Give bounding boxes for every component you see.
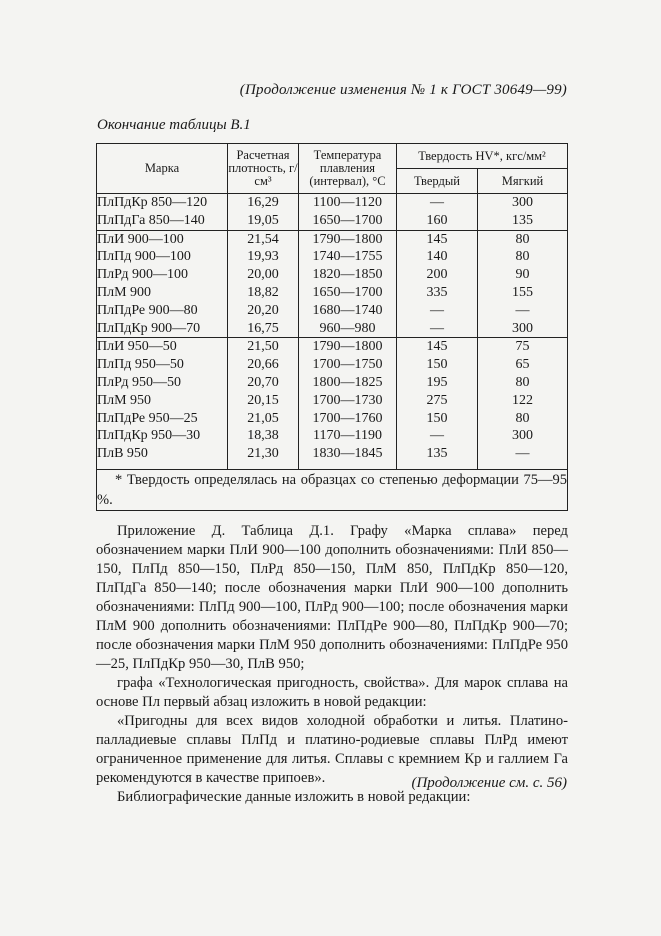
hard-cell: 335: [397, 284, 478, 302]
table-row: [97, 248, 568, 266]
temp-cell: 960—980: [299, 320, 397, 338]
density-cell: 20,15: [228, 392, 299, 410]
brand-cell: ПлМ 950: [97, 392, 228, 410]
density-cell: 19,05: [228, 212, 299, 230]
col-brand-header: Марка: [97, 144, 228, 194]
brand-cell: ПлПдКр 900—70: [97, 320, 228, 338]
brand-cell: ПлИ 950—50: [97, 338, 228, 356]
table-row: [97, 266, 568, 284]
hard-cell: 145: [397, 230, 478, 248]
soft-cell: —: [478, 302, 568, 320]
density-cell: 18,82: [228, 284, 299, 302]
col-soft-header: Мягкий: [478, 169, 568, 194]
temp-cell: 1740—1755: [299, 248, 397, 266]
density-cell: 20,66: [228, 356, 299, 374]
hard-cell: 160: [397, 212, 478, 230]
table-footnote: [97, 469, 568, 510]
brand-cell: ПлПдКр 850—120: [97, 194, 228, 212]
brand-cell: ПлРд 900—100: [97, 266, 228, 284]
paragraph: графа «Технологическая пригодность, свойства». Для марок сплава на основе Пл первый абзац изложить в новой редакции:: [96, 675, 568, 710]
soft-cell: 155: [478, 284, 568, 302]
density-cell: 16,75: [228, 320, 299, 338]
temp-cell: 1650—1700: [299, 284, 397, 302]
temp-cell: 1820—1850: [299, 266, 397, 284]
hard-cell: —: [397, 320, 478, 338]
soft-cell: 65: [478, 356, 568, 374]
temp-cell: 1650—1700: [299, 212, 397, 230]
density-cell: 16,29: [228, 194, 299, 212]
brand-cell: ПлПдГа 850—140: [97, 212, 228, 230]
temp-cell: 1700—1760: [299, 410, 397, 428]
table-caption: Окончание таблицы В.1: [97, 117, 251, 133]
hard-cell: 145: [397, 338, 478, 356]
col-hardness-header: Твердость HV*, кгс/мм²: [397, 144, 568, 169]
hard-cell: 195: [397, 374, 478, 392]
table-row: [97, 410, 568, 428]
col-density-header: Расчетная плотность, г/см³: [228, 144, 299, 194]
brand-cell: ПлПд 950—50: [97, 356, 228, 374]
brand-cell: ПлПдРе 900—80: [97, 302, 228, 320]
soft-cell: —: [478, 445, 568, 463]
density-cell: 18,38: [228, 427, 299, 445]
paragraph: Приложение Д. Таблица Д.1. Графу «Марка сплава» перед обозначением марки ПлИ 900—100 дополнить обозначениями: ПлИ 850—150, ПлПд 850—150, ПлРд 850—150, ПлМ 850, ПлПдКр 850—120, ПлПдГа 850—140; после обозначения марки ПлИ 900—100 дополнить обозначениями: ПлПд 900—100, ПлРд 900—100; после обозначения марки ПлМ 900 дополнить обозначениями: ПлПдРе 900—80, ПлПдКр 900—70; после обозначения марки ПлМ 950 дополнить обозначениями: ПлПдРе 950—25, ПлПдКр 950—30, ПлВ 950;: [96, 523, 568, 672]
table-row: [97, 356, 568, 374]
soft-cell: 300: [478, 320, 568, 338]
table-row: [97, 374, 568, 392]
brand-cell: ПлПд 900—100: [97, 248, 228, 266]
hard-cell: 135: [397, 445, 478, 463]
temp-cell: 1680—1740: [299, 302, 397, 320]
brand-cell: ПлПдРе 950—25: [97, 410, 228, 428]
hard-cell: —: [397, 302, 478, 320]
table-row: [97, 445, 568, 463]
hard-cell: 150: [397, 356, 478, 374]
paragraph: Библиографические данные изложить в новой редакции:: [117, 789, 471, 805]
col-temp-header: Температура плавления (интервал), °С: [299, 144, 397, 194]
hard-cell: —: [397, 194, 478, 212]
density-cell: 21,30: [228, 445, 299, 463]
hard-cell: —: [397, 427, 478, 445]
alloy-table: [96, 143, 568, 511]
density-cell: 20,20: [228, 302, 299, 320]
soft-cell: 80: [478, 230, 568, 248]
temp-cell: 1170—1190: [299, 427, 397, 445]
brand-cell: ПлИ 900—100: [97, 230, 228, 248]
density-cell: 20,70: [228, 374, 299, 392]
hard-cell: 140: [397, 248, 478, 266]
table-row: [97, 338, 568, 356]
table-row: [97, 230, 568, 248]
table-row: [97, 427, 568, 445]
temp-cell: 1830—1845: [299, 445, 397, 463]
brand-cell: ПлПдКр 950—30: [97, 427, 228, 445]
density-cell: 21,05: [228, 410, 299, 428]
brand-cell: ПлРд 950—50: [97, 374, 228, 392]
brand-cell: ПлВ 950: [97, 445, 228, 463]
hard-cell: 150: [397, 410, 478, 428]
soft-cell: 80: [478, 374, 568, 392]
soft-cell: 80: [478, 410, 568, 428]
hard-cell: 275: [397, 392, 478, 410]
soft-cell: 75: [478, 338, 568, 356]
temp-cell: 1700—1750: [299, 356, 397, 374]
table-row: [97, 212, 568, 230]
density-cell: 19,93: [228, 248, 299, 266]
soft-cell: 300: [478, 427, 568, 445]
table-container: [96, 143, 567, 511]
brand-cell: ПлМ 900: [97, 284, 228, 302]
soft-cell: 90: [478, 266, 568, 284]
page-header: (Продолжение изменения № 1 к ГОСТ 30649—99): [239, 82, 567, 98]
footnote-text: * Твердость определялась на образцах со степенью деформации 75—95 %.: [97, 471, 568, 508]
table-row: [97, 392, 568, 410]
table-row: [97, 194, 568, 212]
table-row: [97, 302, 568, 320]
density-cell: 21,50: [228, 338, 299, 356]
soft-cell: 300: [478, 194, 568, 212]
table-body: [97, 194, 568, 470]
table-row: [97, 320, 568, 338]
table-row: [97, 284, 568, 302]
temp-cell: 1790—1800: [299, 230, 397, 248]
body-text: [96, 522, 568, 807]
soft-cell: 135: [478, 212, 568, 230]
paragraph: «Пригодны для всех видов холодной обработки и литья. Платино-палладиевые сплавы ПлПд и платино-родиевые сплавы ПлРд имеют ограниченное применение для литья. Сплавы с кремнием Кр и галлием Га рекомендуются в качестве припоев».: [96, 713, 568, 786]
hard-cell: 200: [397, 266, 478, 284]
soft-cell: 80: [478, 248, 568, 266]
density-cell: 20,00: [228, 266, 299, 284]
temp-cell: 1700—1730: [299, 392, 397, 410]
continuation-note: (Продолжение см. с. 56): [411, 775, 567, 791]
soft-cell: 122: [478, 392, 568, 410]
col-hard-header: Твердый: [397, 169, 478, 194]
temp-cell: 1800—1825: [299, 374, 397, 392]
temp-cell: 1100—1120: [299, 194, 397, 212]
density-cell: 21,54: [228, 230, 299, 248]
temp-cell: 1790—1800: [299, 338, 397, 356]
